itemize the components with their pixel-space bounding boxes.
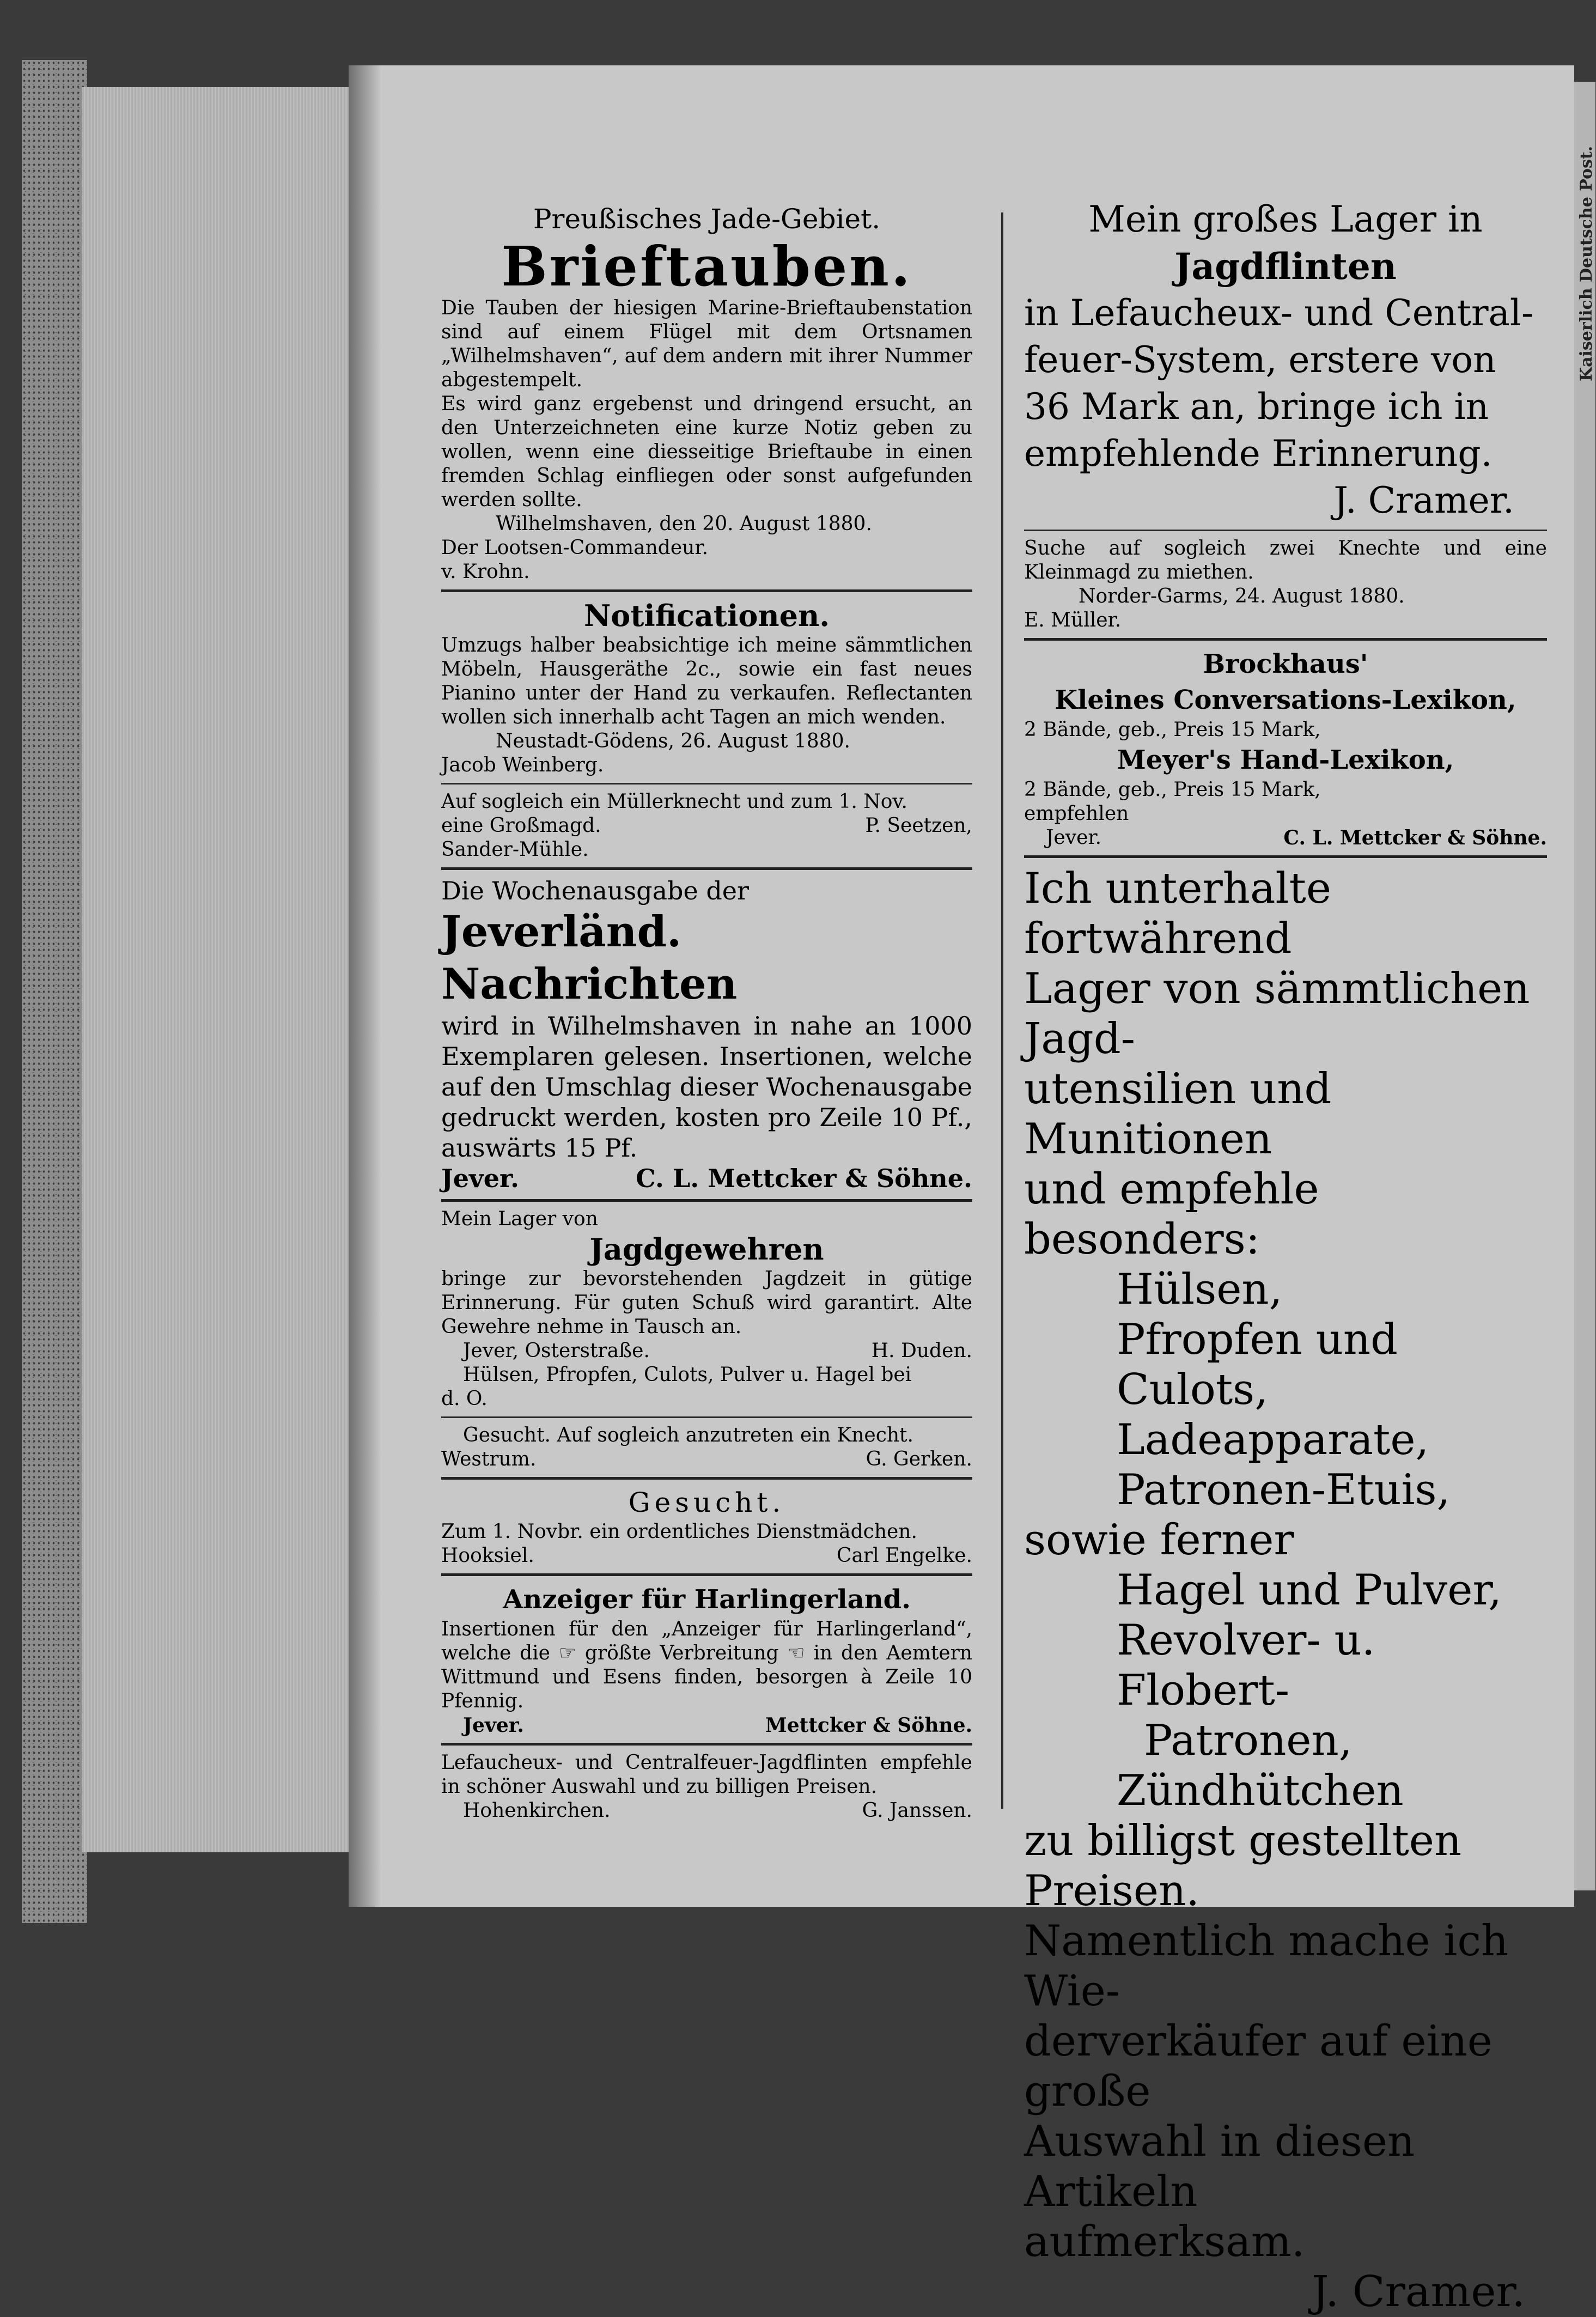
ad-line: feuer-System, erstere von — [1024, 339, 1496, 381]
ad-signature: Mettcker & Söhne. — [765, 1714, 972, 1737]
ad-signature: C. L. Mettcker & Söhne. — [1283, 826, 1547, 849]
ad-brockhaus-lexikon — [1024, 646, 1547, 850]
section-rule — [441, 1416, 972, 1418]
ad-title: Jagdflinten — [1174, 245, 1397, 288]
ad-line: zu billigst gestellten Preisen. — [1024, 1816, 1462, 1915]
ad-date: Neustadt-Gödens, 26. August 1880. — [496, 730, 850, 752]
ad-title: Anzeiger für Harlingerland. — [503, 1584, 911, 1615]
ad-line: Namentlich mache ich Wie- — [1024, 1917, 1509, 2016]
section-rule — [441, 783, 972, 785]
ad-place: Jever. — [463, 1714, 524, 1737]
ad-cramer-jagdflinten — [1024, 196, 1547, 524]
ad-paragraph: Insertionen für den „Anzeiger für Harlingerland“, welche die ☞ größte Verbreitung ☜ in den Aemtern Wittmund und Esens finden, besorgen à Zeile 10 Pfennig. — [441, 1618, 972, 1712]
ad-jagdflinten-janssen — [441, 1751, 972, 1823]
section-rule — [441, 867, 972, 870]
ad-paragraph: Es wird ganz ergebenst und dringend ersucht, an den Unterzeichneten eine kurze Notiz geben zu wollen, wenn eine diesseitige Brieftaube in einen fremden Schlag einfliegen oder sonst aufgefunden werden sollte. — [441, 393, 972, 511]
ad-paragraph: Lefaucheux- und Centralfeuer-Jagdflinten empfehle in schöner Auswahl und zu billigen Preisen. — [441, 1752, 972, 1798]
ad-title: Notificationen. — [583, 598, 830, 633]
ad-knechte-gesucht — [1024, 537, 1547, 633]
ad-line: Die Wochenausgabe der — [441, 876, 750, 905]
ad-line: 2 Bände, geb., Preis 15 Mark, — [1024, 779, 1321, 801]
ad-item: Zündhütchen — [1117, 1766, 1404, 1815]
section-rule — [1024, 855, 1547, 858]
ad-paragraph: bringe zur bevorstehenden Jagdzeit in gütige Erinnerung. Für guten Schuß wird garantirt. Alte Gewehre nehme in Tausch an. — [441, 1268, 972, 1338]
ad-gesucht-knecht — [441, 1424, 972, 1471]
ad-line: Lager von sämmtlichen Jagd- — [1024, 964, 1530, 1063]
ad-name: G. Janssen. — [862, 1799, 972, 1822]
section-rule — [441, 1199, 972, 1202]
ad-wochenausgabe — [441, 875, 972, 1194]
ad-line: und empfehle besonders: — [1024, 1165, 1319, 1264]
ad-date: Norder-Garms, 24. August 1880. — [1079, 585, 1405, 607]
ad-anzeiger-harlingerland — [441, 1582, 972, 1737]
ad-title: Meyer's Hand-Lexikon, — [1117, 745, 1454, 775]
left-column — [441, 202, 972, 1823]
ad-item: Pfropfen und Culots, — [1117, 1315, 1398, 1414]
ad-line: Hülsen, Pfropfen, Culots, Pulver u. Hagel bei — [463, 1364, 912, 1386]
ad-office: Der Lootsen-Commandeur. — [441, 537, 709, 559]
section-rule — [441, 589, 972, 592]
ad-line: derverkäufer auf eine große — [1024, 2017, 1493, 2116]
ad-signature: J. Cramer. — [1312, 2267, 1525, 2316]
ad-signature: J. Cramer. — [1333, 479, 1514, 521]
ad-date: Wilhelmshaven, den 20. August 1880. — [496, 513, 872, 535]
ad-place: Hohenkirchen. — [463, 1799, 611, 1822]
ad-signature: v. Krohn. — [441, 561, 530, 583]
ad-item: Hagel und Pulver, — [1117, 1566, 1502, 1615]
ad-line: 36 Mark an, bringe ich in — [1024, 386, 1489, 428]
ad-name: P. Seetzen, — [865, 814, 972, 837]
ad-place: Sander-Mühle. — [441, 838, 589, 861]
ad-line: Zum 1. Novbr. ein ordentliches Dienstmädchen. — [441, 1521, 917, 1543]
ad-title: Jeverländ. Nachrichten — [441, 907, 738, 1009]
ad-line: utensilien und Munitionen — [1024, 1065, 1332, 1164]
ad-line: Gesucht. Auf sogleich anzutreten ein Knecht. — [463, 1424, 913, 1446]
ad-signature: C. L. Mettcker & Söhne. — [636, 1164, 972, 1193]
book-cover-board — [22, 60, 87, 1923]
ad-name: Carl Engelke. — [836, 1544, 972, 1567]
ad-title: Jagdgewehren — [589, 1232, 824, 1267]
ad-line: Auswahl in diesen Artikeln — [1024, 2117, 1415, 2216]
section-rule — [1024, 638, 1547, 641]
ad-signature: Jacob Weinberg. — [441, 754, 604, 776]
ad-kicker: Preußisches Jade-Gebiet. — [533, 203, 881, 235]
adjacent-page-header: Kaiserlich Deutsche Post. — [1577, 145, 1596, 381]
ad-paragraph: Suche auf sogleich zwei Knechte und eine Kleinmagd zu miethen. — [1024, 537, 1547, 583]
ad-muellerknecht — [441, 790, 972, 862]
ad-line: Mein großes Lager in — [1088, 198, 1483, 240]
ad-gesucht-dienstmaedchen — [441, 1485, 972, 1568]
ad-place: Jever. — [1046, 826, 1102, 849]
ad-paragraph: Die Tauben der hiesigen Marine-Brieftaubenstation sind auf einem Flügel mit dem Ortsnamen „Wilhelmshaven“, auf dem andern mit ihrer Nummer abgestempelt. — [441, 297, 972, 391]
ad-item: Hülsen, — [1117, 1265, 1283, 1314]
ad-line: in Lefaucheux- und Central- — [1024, 292, 1534, 334]
ad-paragraph: Umzugs halber beabsichtige ich meine sämmtlichen Möbeln, Hausgeräthe 2c., sowie ein fast neues Pianino unter der Hand zu verkaufen. Reflectanten wollen sich innerhalb acht Tagen an mich wenden. — [441, 634, 972, 728]
section-rule — [1024, 530, 1547, 531]
ad-paragraph: wird in Wilhelmshaven in nahe an 1000 Exemplaren gelesen. Insertionen, welche auf den Umschlag dieser Wochenausgabe gedruckt werden, kosten pro Zeile 10 Pf., auswärts 15 Pf. — [441, 1011, 972, 1163]
page-stack-edges — [82, 87, 354, 1852]
ad-line: Auf sogleich ein Müllerknecht und zum 1. Nov. — [441, 790, 907, 813]
ad-signature: E. Müller. — [1024, 609, 1122, 631]
ad-line: aufmerksam. — [1024, 2217, 1305, 2266]
ad-line: empfehlen — [1024, 802, 1129, 825]
ad-signature: d. O. — [441, 1388, 488, 1410]
ad-line: sowie ferner — [1024, 1516, 1294, 1565]
ad-line: eine Großmagd. — [441, 814, 601, 837]
ad-line: Ich unterhalte fortwährend — [1024, 864, 1331, 963]
spine-shadow — [349, 65, 381, 1907]
ad-title: Brieftauben. — [501, 234, 912, 299]
ad-notificationen — [441, 598, 972, 777]
section-rule — [441, 1477, 972, 1480]
ad-title: Gesucht. — [628, 1487, 785, 1518]
ad-item: Patronen, — [1144, 1716, 1353, 1765]
ad-line: empfehlende Erinnerung. — [1024, 433, 1493, 475]
ad-brieftauben — [441, 202, 972, 584]
ad-item: Patronen-Etuis, — [1117, 1465, 1451, 1515]
section-rule — [441, 1743, 972, 1746]
section-rule — [441, 1573, 972, 1576]
ad-place: Westrum. — [441, 1448, 537, 1470]
ad-line: 2 Bände, geb., Preis 15 Mark, — [1024, 719, 1321, 741]
ad-place: Jever. — [441, 1164, 520, 1193]
ad-title: Kleines Conversations-Lexikon, — [1055, 685, 1516, 715]
right-column — [1024, 196, 1547, 2317]
ad-place: Jever, Osterstraße. — [463, 1340, 650, 1362]
ad-item: Revolver- u. Flobert- — [1117, 1616, 1375, 1715]
ad-name: G. Gerken. — [866, 1448, 972, 1470]
ad-jagdgewehre — [441, 1207, 972, 1411]
ad-item: Ladeapparate, — [1117, 1415, 1429, 1464]
ad-name: H. Duden. — [871, 1340, 972, 1362]
column-divider — [1001, 212, 1003, 1809]
ad-cramer-munition — [1024, 863, 1547, 2317]
ad-title: Brockhaus' — [1203, 649, 1368, 679]
ad-line: Mein Lager von — [441, 1208, 598, 1230]
ad-place: Hooksiel. — [441, 1544, 534, 1567]
